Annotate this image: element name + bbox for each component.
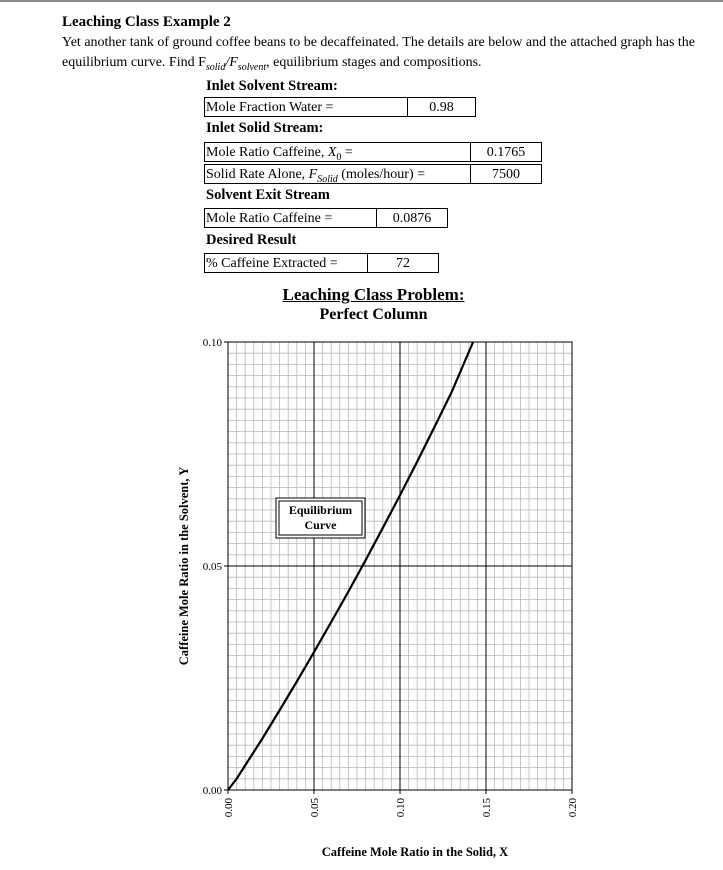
chart-title: Leaching Class Problem: xyxy=(282,285,465,304)
annotation-line2: Curve xyxy=(304,518,337,532)
x-tick-label: 0.05 xyxy=(309,798,321,818)
solid-rate-value: 7500 xyxy=(470,164,542,184)
annotation-line1: Equilibrium xyxy=(288,503,353,517)
inlet-solvent-heading: Inlet Solvent Stream: xyxy=(206,78,338,94)
mole-ratio-caffeine-x0-value: 0.1765 xyxy=(470,142,542,162)
exit-mole-ratio-caffeine-value: 0.0876 xyxy=(376,208,448,228)
desired-result-heading: Desired Result xyxy=(206,232,297,248)
y-tick-label: 0.05 xyxy=(202,561,222,573)
y-tick-label: 0.10 xyxy=(202,337,222,349)
solid-rate-label: Solid Rate Alone, $F_{Solid}$ (moles/hour) = xyxy=(204,164,471,184)
mole-ratio-caffeine-x0-label: Mole Ratio Caffeine, $X_0$ = xyxy=(204,142,471,162)
x-axis-label: Caffeine Mole Ratio in the Solid, X xyxy=(321,845,509,859)
mole-fraction-water-label: Mole Fraction Water = xyxy=(204,97,408,117)
y-axis-label: Caffeine Mole Ratio in the Solvent, Y xyxy=(177,466,191,666)
x-tick-label: 0.20 xyxy=(567,798,579,818)
x-tick-label: 0.15 xyxy=(481,798,493,818)
example-title: Leaching Class Example 2 xyxy=(62,14,231,30)
exit-mole-ratio-caffeine-label: Mole Ratio Caffeine = xyxy=(204,208,377,228)
caffeine-extracted-label: % Caffeine Extracted = xyxy=(204,253,368,273)
caffeine-extracted-value: 72 xyxy=(367,253,439,273)
mole-fraction-water-value: 0.98 xyxy=(407,97,476,117)
x-tick-label: 0.00 xyxy=(223,798,235,818)
y-tick-label: 0.00 xyxy=(202,785,222,797)
x-tick-label: 0.10 xyxy=(395,798,407,818)
solvent-exit-heading: Solvent Exit Stream xyxy=(206,187,330,203)
inlet-solid-heading: Inlet Solid Stream: xyxy=(206,120,324,136)
problem-statement: Yet another tank of ground coffee beans to be decaffeinated. The details are below and the attached graph has the equilibrium curve. Find $F_{solid}/F_{solvent}$, equilibrium stages and compositions. xyxy=(62,35,696,73)
chart-subtitle: Perfect Column xyxy=(319,306,428,323)
